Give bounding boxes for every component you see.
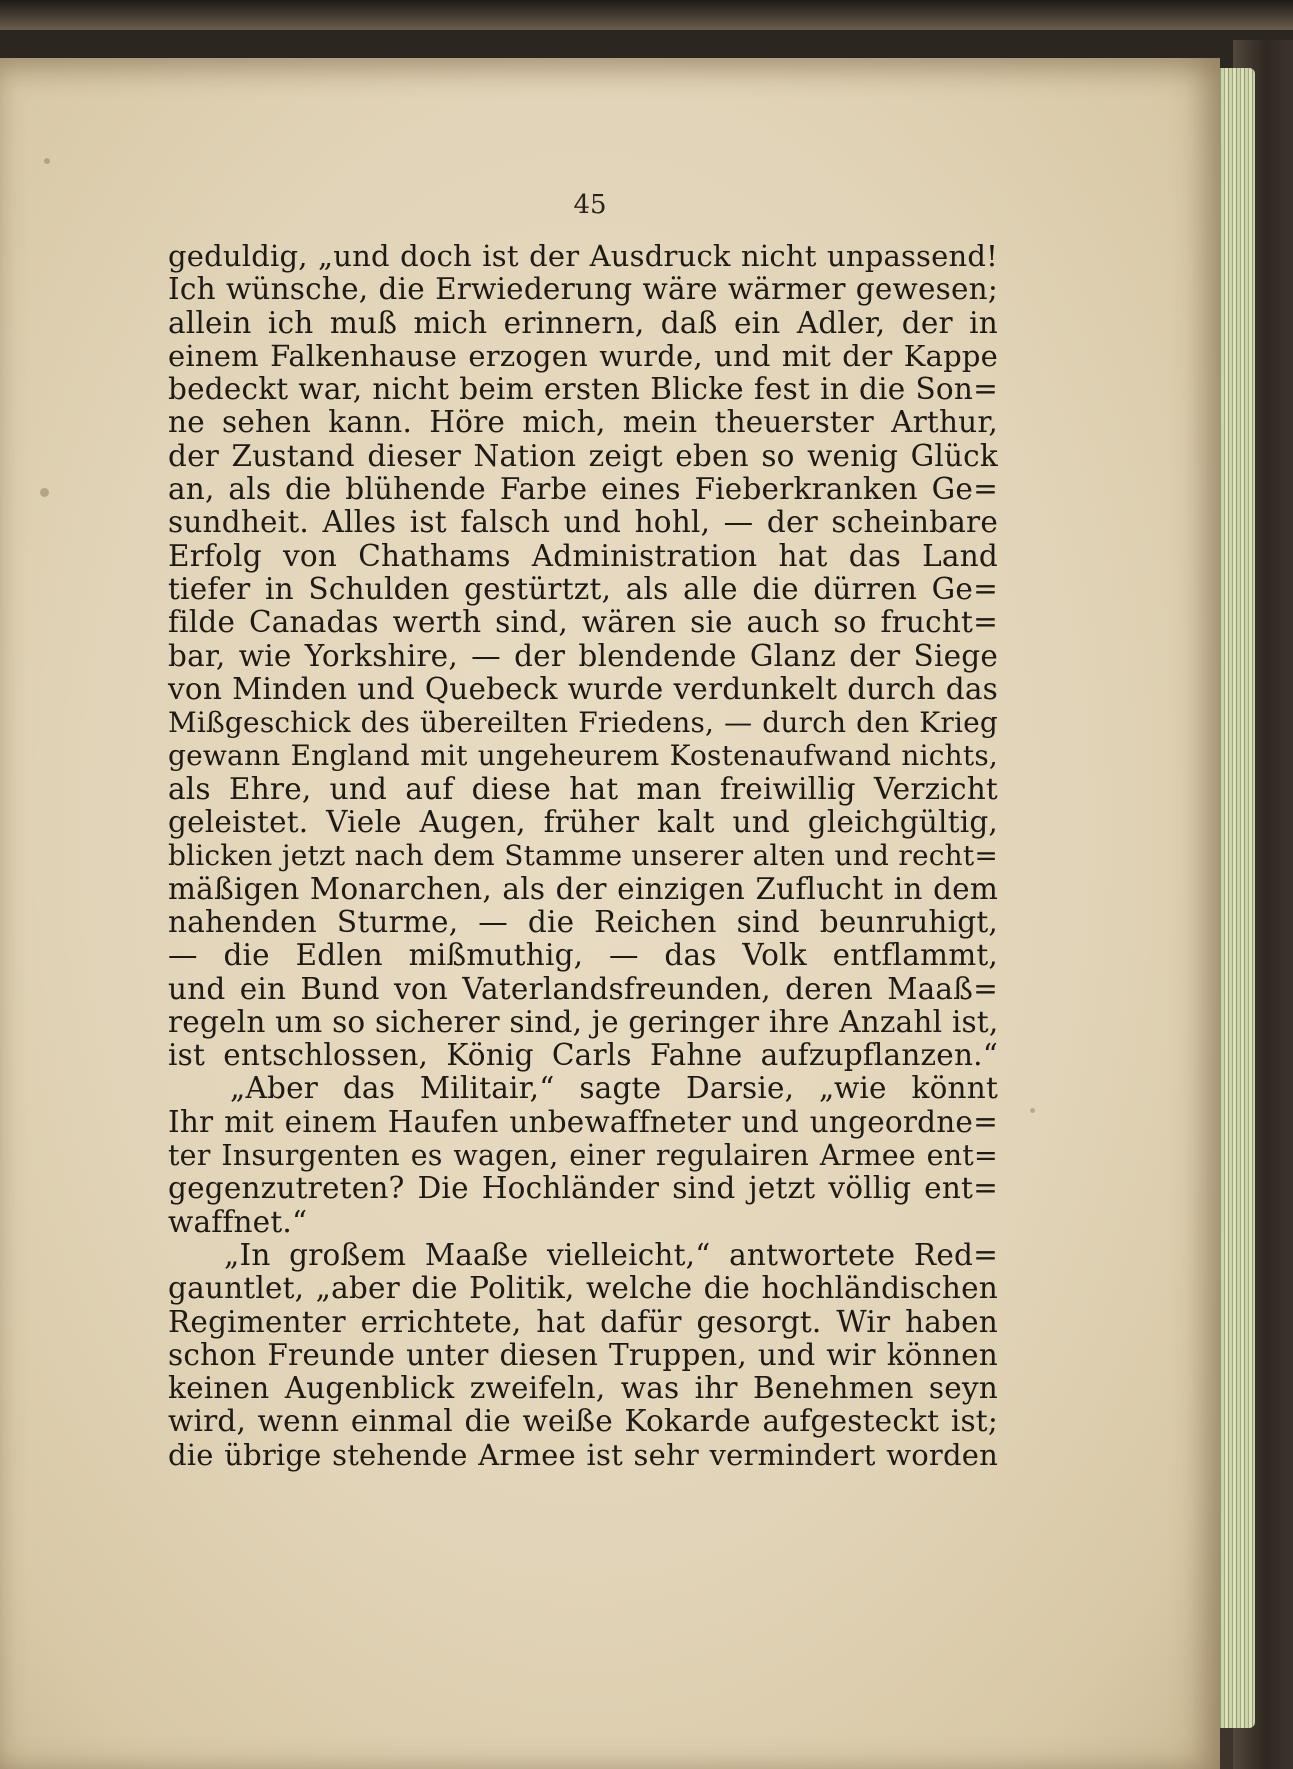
text-line: bar, wie Yorkshire, — der blendende Glanz der Siege bbox=[168, 638, 998, 673]
paper-fleck bbox=[44, 158, 50, 164]
text-line: ne sehen kann. Höre mich, mein theuerster Arthur, bbox=[168, 405, 998, 440]
page-number: 45 bbox=[573, 190, 607, 220]
text-line: allein ich muß mich erinnern, daß ein Adler, der in bbox=[168, 305, 998, 340]
text-line: gewann England mit ungeheurem Kostenaufwand nichts, bbox=[168, 739, 998, 773]
text-line: keinen Augenblick zweifeln, was ihr Benehmen seyn bbox=[168, 1371, 998, 1406]
text-line: „Aber das Militair,“ sagte Darsie, „wie könnt bbox=[230, 1071, 998, 1106]
text-line: gauntlet, „aber die Politik, welche die hochländischen bbox=[168, 1271, 998, 1306]
text-line: blicken jetzt nach dem Stamme unserer alten und recht= bbox=[168, 839, 998, 873]
text-line: „In großem Maaße vielleicht,“ antwortete Red= bbox=[224, 1237, 998, 1272]
text-line: geleistet. Viele Augen, früher kalt und gleichgültig, bbox=[168, 805, 998, 840]
text-line: Mißgeschick des übereilten Friedens, — durch den Krieg bbox=[168, 706, 998, 740]
text-line: die übrige stehende Armee ist sehr vermindert worden bbox=[168, 1437, 998, 1472]
text-line: Regimenter errichtete, hat dafür gesorgt. Wir haben bbox=[168, 1304, 998, 1339]
text-line: an, als die blühende Farbe eines Fieberkranken Ge= bbox=[168, 472, 998, 507]
paper-fleck bbox=[40, 488, 49, 497]
text-line: ist entschlossen, König Carls Fahne aufzupflanzen.“ bbox=[168, 1038, 998, 1073]
text-line: Ihr mit einem Haufen unbewaffneter und ungeordne= bbox=[168, 1104, 998, 1139]
text-line: als Ehre, und auf diese hat man freiwillig Verzicht bbox=[168, 771, 998, 806]
body-text bbox=[168, 240, 998, 1472]
text-line: filde Canadas werth sind, wären sie auch so frucht= bbox=[168, 605, 998, 640]
text-line: mäßigen Monarchen, als der einzigen Zuflucht in dem bbox=[168, 871, 998, 906]
text-line: tiefer in Schulden gestürtzt, als alle die dürren Ge= bbox=[168, 571, 998, 606]
upper-edge-shadow bbox=[0, 0, 1293, 30]
text-line: wird, wenn einmal die weiße Kokarde aufgesteckt ist; bbox=[168, 1404, 998, 1439]
text-line: sundheit. Alles ist falsch und hohl, — der scheinbare bbox=[168, 505, 998, 540]
text-line: regeln um so sicherer sind, je geringer ihre Anzahl ist, bbox=[168, 1004, 999, 1039]
text-line: nahenden Sturme, — die Reichen sind beunruhigt, bbox=[168, 904, 998, 939]
text-line: und ein Bund von Vaterlandsfreunden, deren Maaß= bbox=[168, 971, 998, 1006]
text-line: Erfolg von Chathams Administration hat das Land bbox=[168, 538, 998, 573]
text-line: der Zustand dieser Nation zeigt eben so wenig Glück bbox=[168, 438, 998, 473]
text-line: einem Falkenhause erzogen wurde, und mit der Kappe bbox=[168, 338, 998, 373]
text-line: schon Freunde unter diesen Truppen, und wir können bbox=[168, 1337, 998, 1372]
text-line: ter Insurgenten es wagen, einer regulairen Armee ent= bbox=[168, 1139, 998, 1173]
text-line: Ich wünsche, die Erwiederung wäre wärmer gewesen; bbox=[168, 272, 998, 307]
text-line: gegenzutreten? Die Hochländer sind jetzt völlig ent= bbox=[168, 1171, 998, 1206]
text-line: — die Edlen mißmuthig, — das Volk entflammt, bbox=[168, 938, 998, 973]
text-line: waffnet.“ bbox=[168, 1204, 308, 1239]
paper-fleck bbox=[1030, 1108, 1035, 1113]
text-line: von Minden und Quebeck wurde verdunkelt durch das bbox=[168, 671, 998, 706]
text-line: geduldig, „und doch ist der Ausdruck nicht unpassend! bbox=[168, 239, 998, 273]
text-line: bedeckt war, nicht beim ersten Blicke fest in die Son= bbox=[168, 372, 998, 407]
